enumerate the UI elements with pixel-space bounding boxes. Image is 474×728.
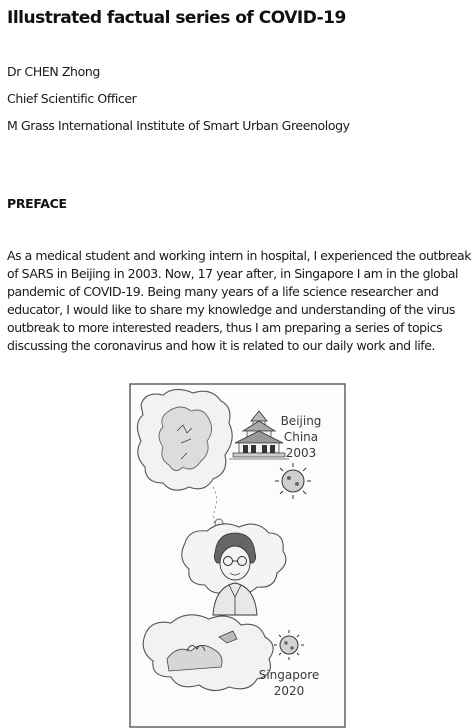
author-affiliation: M Grass International Institute of Smart Urban Greenology bbox=[7, 118, 350, 133]
illustration-label-china: China bbox=[283, 430, 319, 444]
illustration-label-2020: 2020 bbox=[273, 684, 305, 698]
illustration-label-singapore: Singapore bbox=[258, 668, 320, 682]
author-position: Chief Scientific Officer bbox=[7, 91, 137, 106]
illustration-label-2003: 2003 bbox=[285, 446, 317, 460]
preface-line-3: pandemic of COVID-19. Being many years of a life science researcher and bbox=[7, 284, 439, 299]
preface-line-4: educator, I would like to share my knowledge and understanding of the virus bbox=[7, 302, 455, 317]
pencil-sketch-illustration bbox=[129, 383, 346, 728]
author-name: Dr CHEN Zhong bbox=[7, 64, 100, 79]
illustration-label-beijing: Beijing bbox=[280, 414, 322, 428]
preface-heading: PREFACE bbox=[7, 196, 67, 211]
preface-line-2: of SARS in Beijing in 2003. Now, 17 year after, in Singapore I am in the global bbox=[7, 266, 459, 281]
document-title: Illustrated factual series of COVID-19 bbox=[7, 8, 346, 28]
preface-line-6: discussing the coronavirus and how it is related to our daily work and life. bbox=[7, 338, 435, 353]
preface-line-1: As a medical student and working intern in hospital, I experienced the outbreak bbox=[7, 248, 472, 263]
preface-line-5: outbreak to more interested readers, thus I am preparing a series of topics bbox=[7, 320, 443, 335]
